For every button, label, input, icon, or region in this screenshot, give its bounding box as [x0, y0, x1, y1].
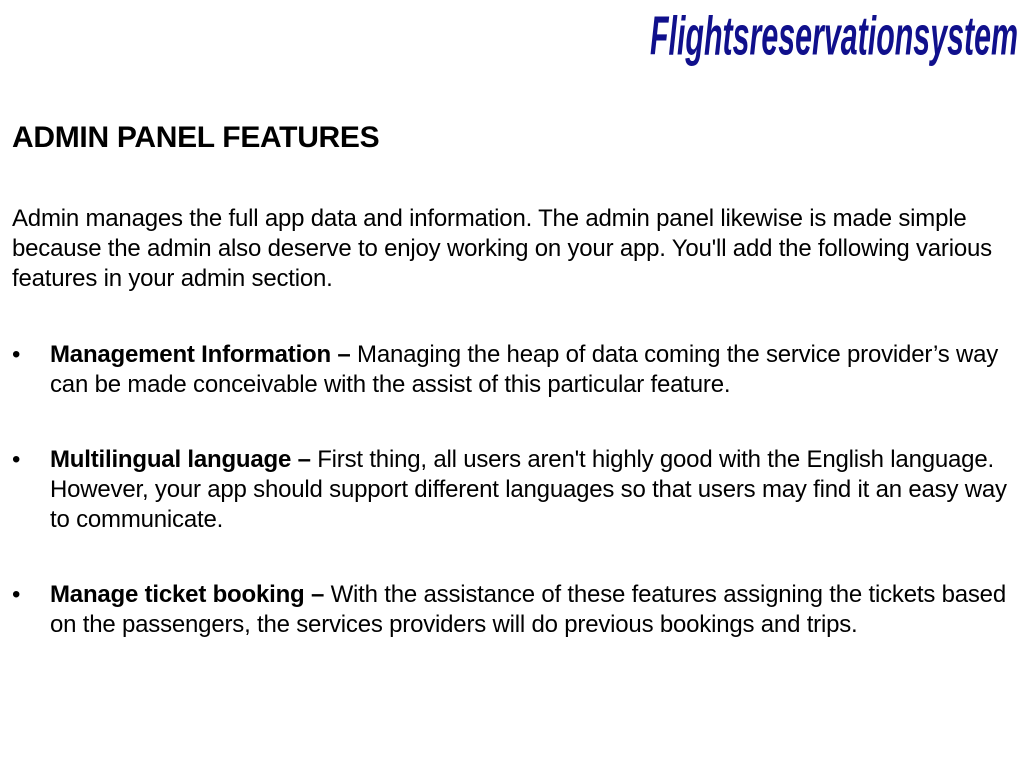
feature-term: Manage ticket booking – — [50, 581, 325, 608]
brand-logo-text: Flightsreservationsystem — [650, 4, 1018, 67]
feature-list-item — [12, 340, 1017, 400]
feature-description: Managing the heap of data coming the service provider’s way can be made conceivable with the assist of this particular feature. — [50, 341, 999, 398]
feature-term: Management Information – — [50, 341, 351, 368]
slide-title: ADMIN PANEL FEATURES — [12, 121, 380, 154]
intro-paragraph: Admin manages the full app data and information. The admin panel likewise is made simple because the admin also deserve to enjoy working on your app. You'll add the following various features in your admin section. — [12, 205, 992, 292]
bullet-icon: • — [12, 581, 21, 608]
feature-list-item — [12, 580, 1017, 640]
brand-logo — [646, 2, 1022, 78]
feature-description: With the assistance of these features assigning the tickets based on the passengers, the services providers will do previous bookings and trips. — [50, 581, 1006, 638]
feature-description: First thing, all users aren't highly good with the English language. However, your app should support different languages so that users may find it an easy way to communicate. — [50, 446, 1007, 533]
feature-list-item — [12, 445, 1017, 535]
feature-list — [12, 340, 1017, 685]
brand-logo-wordmark — [646, 2, 1022, 78]
bullet-icon: • — [12, 446, 21, 473]
feature-term: Multilingual language – — [50, 446, 311, 473]
bullet-icon: • — [12, 341, 21, 368]
